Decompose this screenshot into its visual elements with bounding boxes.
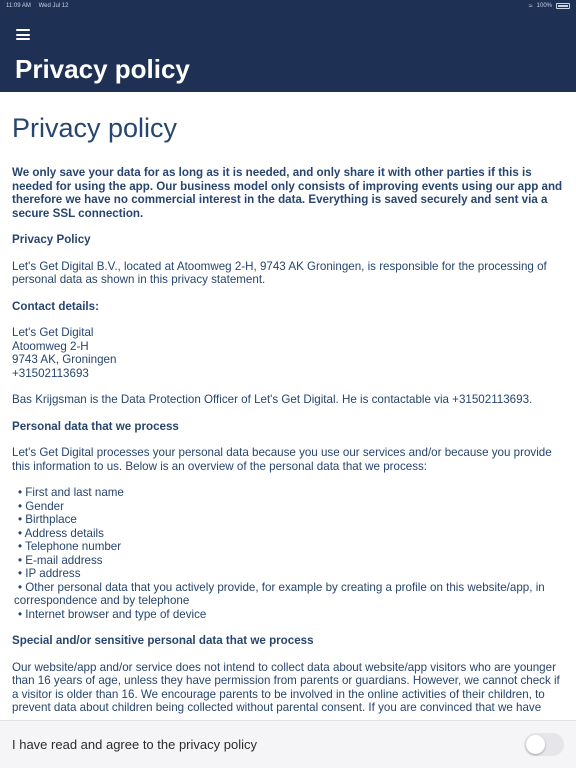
sensitive-text: Our website/app and/or service does not intend to collect data about website/app visitors who are younger than 16 years of age, unless they have permission from parents or guardians. However, we cannot check if a visitor is older than 16. We encourage parents to be involved in the online activities of their children, to prevent data about children being collected without parental consent. If you are convinced that we have [12, 660, 560, 714]
status-left [6, 3, 74, 9]
contact-line: Let's Get Digital [12, 326, 94, 339]
contact-heading: Contact details: [12, 299, 99, 313]
list-item: • Address details [12, 527, 564, 541]
toggle-knob [526, 735, 545, 754]
status-bar [0, 0, 576, 12]
agree-footer [0, 720, 576, 768]
status-date: Wed Jul 12 [38, 3, 69, 9]
list-item: • E-mail address [12, 554, 564, 568]
contact-line: 9743 AK, Groningen [12, 353, 117, 366]
content-title: Privacy policy [12, 113, 178, 143]
personal-data-list [12, 486, 564, 621]
list-item: • Birthplace [12, 513, 564, 527]
agree-label: I have read and agree to the privacy policy [12, 737, 257, 752]
policy-heading: Privacy Policy [12, 233, 91, 246]
status-time: 11:09 AM [6, 3, 31, 9]
contact-details [12, 326, 564, 380]
policy-content[interactable] [0, 92, 576, 720]
list-item: • Internet browser and type of device [12, 608, 564, 622]
officer-text: Bas Krijgsman is the Data Protection Officer of Let's Get Digital. He is contactable via +31502113693. [12, 393, 533, 406]
list-item: • IP address [12, 567, 564, 581]
personal-text: Let's Get Digital processes your personal data because you use our services and/or because you provide this information to us. Below is an overview of the personal data that we process: [12, 446, 552, 473]
contact-line: Atoomweg 2-H [12, 339, 89, 353]
list-item: • Telephone number [12, 540, 564, 554]
app-header [0, 12, 576, 92]
status-right [529, 3, 570, 10]
page-title: Privacy policy [15, 54, 190, 84]
policy-text: Let's Get Digital B.V., located at Atoomweg 2-H, 9743 AK Groningen, is responsible for the processing of personal data as shown in this privacy statement. [12, 259, 547, 286]
contact-line: +31502113693 [12, 366, 89, 380]
personal-heading: Personal data that we process [12, 419, 179, 433]
hamburger-icon[interactable] [16, 29, 30, 40]
list-item: • First and last name [12, 486, 564, 500]
sensitive-heading: Special and/or sensitive personal data that we process [12, 634, 314, 647]
list-item: • Gender [12, 500, 564, 514]
intro-text: We only save your data for as long as it is needed, and only share it with other parties if this is needed for using the app. Our business model only consists of improving events using our app and therefore we have no commercial interest in the data. Everything is saved securely and sent via a secure SSL connection. [12, 166, 563, 220]
battery-percent: 100% [536, 3, 552, 9]
agree-toggle[interactable] [524, 733, 564, 756]
list-item: • Other personal data that you actively provide, for example by creating a profile on this website/app, in correspondence and by telephone [12, 581, 564, 608]
wifi-icon: ≈ [528, 2, 533, 10]
battery-icon [556, 3, 570, 9]
